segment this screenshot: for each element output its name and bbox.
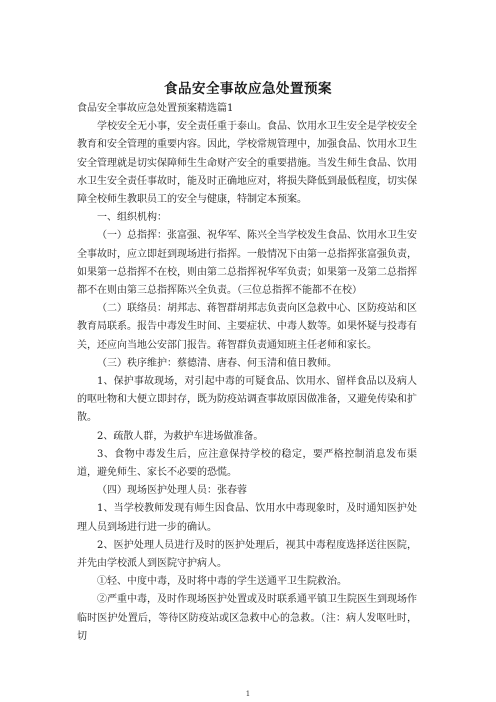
paragraph-order-maintenance: （三）秩序维护：蔡德清、唐春、何玉清和值日教师。 xyxy=(97,357,337,369)
document-title: 食品安全事故应急处置预案 xyxy=(164,81,332,97)
section-heading-organization: 一、组织机构： xyxy=(97,212,167,224)
list-item: 2、疏散人群，为救护车进场做准备。 xyxy=(97,430,264,442)
page-number: 1 xyxy=(245,690,251,698)
list-item: ②严重中毒，及时作现场医护处置或及时联系通平镇卫生院医生到现场作临时医护处置后，等待区防疫站或区急救中心的急救。（注：病人发呕吐时，切 xyxy=(77,594,417,642)
paragraph-medical-staff: （四）现场医护处理人员：张春蓉 xyxy=(97,485,247,497)
list-item: ①轻、中度中毒，及时将中毒的学生送通平卫生院救治。 xyxy=(97,576,347,588)
list-item: 3、食物中毒发生后，应注意保持学校的稳定，要严格控制消息发布渠道，避免师生、家长不必要的恐慌。 xyxy=(77,448,417,479)
subtitle-line: 食品安全事故应急处置预案精选篇1 xyxy=(77,103,234,114)
list-item: 2、医护处理人员进行及时的医护处理后，视其中毒程度选择送往医院，并先由学校派人到医院守护病人。 xyxy=(77,539,417,570)
paragraph-liaison: （二）联络员：胡邦志、蒋智群胡邦志负责向区急救中心、区防疫站和区教育局联系。报告中毒发生时间、主要症状、中毒人数等。如果怀疑与投毒有关，还应向当地公安部门报告。蒋智群负责通知班主任老师和家长。 xyxy=(77,303,417,351)
list-item: 1、当学校教师发现有师生因食品、饮用水中毒现象时，及时通知医护处理人员到场进行进一步的确认。 xyxy=(77,503,417,533)
paragraph-commander: （一）总指挥：张富强、祝华军、陈兴全当学校发生食品、饮用水卫生安全事故时，应立即赶到现场进行指挥。一般情况下由第一总指挥张富强负责，如果第一总指挥不在校，则由第二总指挥祝华军负责；如果第一及第二总指挥都不在则由第三总指挥陈兴全负责。（三位总指挥不能都不在校） xyxy=(77,230,417,297)
list-item: 1、保护事故现场，对引起中毒的可疑食品、饮用水、留样食品以及病人的呕吐物和大便立即封存，既为防疫站调查事故原因做准备，又避免传染和扩散。 xyxy=(77,376,417,424)
document-body xyxy=(77,100,417,646)
paragraph-intro: 学校安全无小事，安全责任重于泰山。食品、饮用水卫生安全是学校安全教育和安全管理的重要内容。因此，学校常规管理中，加强食品、饮用水卫生安全管理就是切实保障师生生命财产安全的重要措施。当发生师生食品、饮用水卫生安全责任事故时，能及时正确地应对，将损失降低到最低程度，切实保障全校师生教职员工的安全与健康，特制定本预案。 xyxy=(77,121,417,206)
